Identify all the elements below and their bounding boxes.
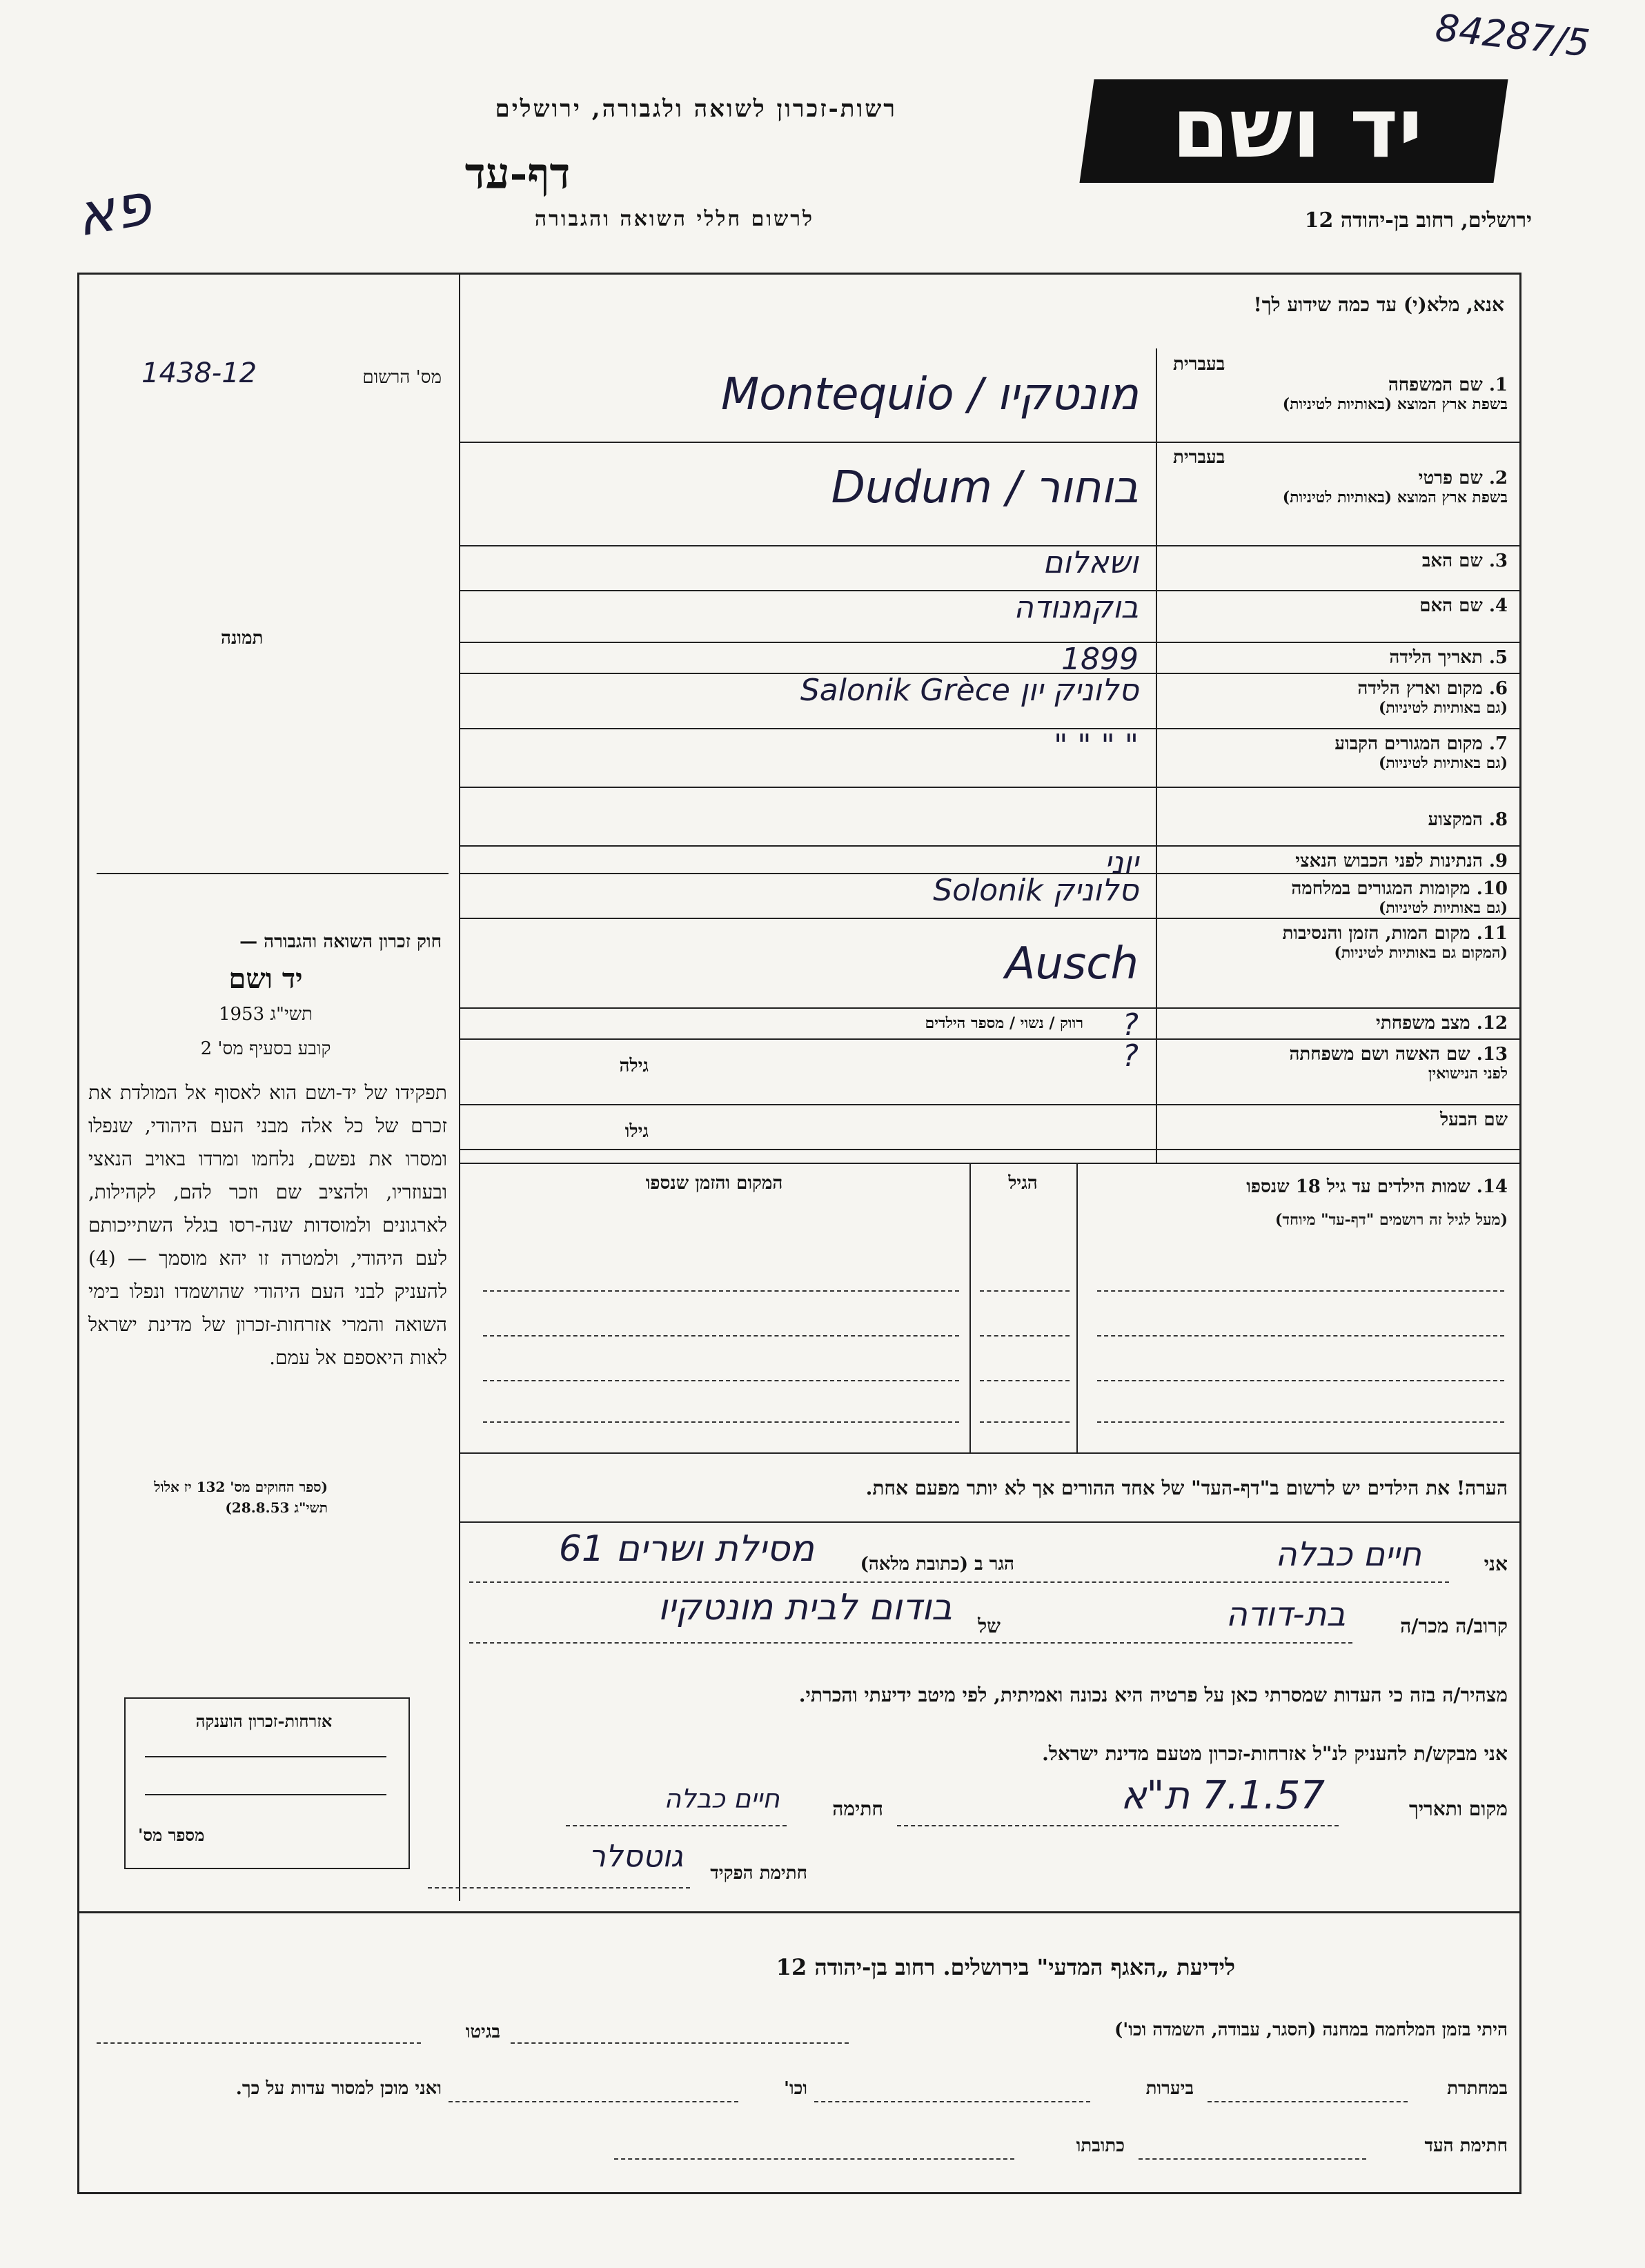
children-row-line bbox=[980, 1290, 1070, 1292]
sidebar-divider bbox=[459, 273, 460, 1901]
children-row-line bbox=[483, 1380, 959, 1381]
decl-signature-value[interactable]: חיים כבלה bbox=[664, 1784, 780, 1814]
age-label: גילו bbox=[624, 1121, 649, 1142]
field-title bbox=[1166, 1013, 1508, 1034]
field-title bbox=[1166, 595, 1508, 616]
handwritten-reference: 84287/5 bbox=[1433, 6, 1593, 66]
footer-title: לידיעת „האגף המדעי" בירושלים. רחוב בן-יהודה 12 bbox=[776, 1954, 1235, 1980]
footer-line2-d: ואני מוכן למסור עדות על כך. bbox=[235, 2078, 442, 2099]
field-label bbox=[1166, 733, 1508, 772]
field-title bbox=[1166, 551, 1508, 571]
field-title bbox=[1166, 375, 1508, 395]
field-value[interactable]: " " " " bbox=[1054, 728, 1139, 763]
children-row-line bbox=[483, 1421, 959, 1423]
children-row-line bbox=[980, 1335, 1070, 1337]
field-label bbox=[1166, 551, 1508, 571]
field-title-text: שם האשה ושם משפחתה bbox=[1289, 1044, 1470, 1065]
field-value[interactable]: Salonik Grèce סלוניק יון bbox=[800, 673, 1139, 708]
field-label bbox=[1166, 923, 1508, 962]
decl-clerk-value[interactable]: גוטסלר bbox=[588, 1839, 683, 1874]
decl-place-date-label: מקום ותאריך bbox=[1408, 1797, 1508, 1820]
label-divider bbox=[1156, 348, 1157, 1163]
field-value[interactable]: ושאלום bbox=[1043, 545, 1139, 580]
field-label bbox=[1166, 354, 1508, 413]
field-number: 13. bbox=[1476, 1044, 1508, 1065]
memorial-box-line bbox=[145, 1794, 386, 1795]
field-number: 9. bbox=[1488, 851, 1508, 871]
field-value[interactable]: Ausch bbox=[1005, 938, 1139, 989]
field-title bbox=[1166, 678, 1508, 699]
note-text: הערה! את הילדים יש לרשום ב"דף-העד" של אחד ההורים אך לא יותר מפעם אחת. bbox=[865, 1477, 1508, 1499]
children-row-line bbox=[1097, 1421, 1504, 1423]
decl-signature-label: חתימה bbox=[832, 1797, 883, 1820]
field-label bbox=[1166, 1110, 1508, 1130]
decl-statement: מצהיר/ה בזה כי העדות שמסרתי כאן על פרטיה היא נכונה ואמיתית, לפי מיטב ידיעתי והכרתי. bbox=[798, 1684, 1508, 1706]
footer-line bbox=[511, 2042, 849, 2044]
handwritten-mark: פא bbox=[70, 170, 157, 250]
law-year: תשי"ג 1953 bbox=[218, 1004, 313, 1025]
decl-i-label: אני bbox=[1484, 1552, 1508, 1575]
field-title-text: מקום המגורים הקבוע bbox=[1334, 733, 1483, 754]
field-number: 7. bbox=[1488, 733, 1508, 754]
decl-request: אני מבקש/ת להעניק לנ"ל אזרחות-זכרון מטעם מדינת ישראל. bbox=[1042, 1742, 1508, 1765]
footer-top bbox=[77, 1911, 1521, 1913]
footer-line3-b: כתובתו bbox=[1076, 2136, 1125, 2156]
footer-line2-b: ביערות bbox=[1145, 2078, 1194, 2099]
field-row-line bbox=[459, 918, 1521, 919]
field-hebrew-note: בעברית bbox=[1173, 447, 1225, 468]
footer-line1-b: בגיטו bbox=[465, 2022, 500, 2042]
decl-relative-label: קרוב/ה מכר/ה bbox=[1400, 1615, 1508, 1637]
registration-number: 1438-12 bbox=[141, 357, 257, 389]
field-number: 5. bbox=[1488, 647, 1508, 668]
memorial-box-line bbox=[145, 1756, 386, 1757]
children-row-line bbox=[483, 1335, 959, 1337]
children-age-header: הגיל bbox=[1008, 1173, 1038, 1194]
field-value[interactable]: יוני bbox=[1104, 845, 1139, 880]
footer-line bbox=[814, 2101, 1090, 2102]
field-title-text: שם הבעל bbox=[1439, 1110, 1508, 1130]
field-label bbox=[1166, 851, 1508, 871]
field-title-text: תאריך הלידה bbox=[1389, 647, 1483, 668]
field-subtitle: (גם באותיות לטיניות) bbox=[1378, 899, 1508, 917]
field-label bbox=[1166, 447, 1508, 506]
memorial-box-number: מספר מס' bbox=[138, 1825, 205, 1845]
field-subtitle: (גם באותיות לטיניות) bbox=[1378, 699, 1508, 717]
field-number: 4. bbox=[1488, 595, 1508, 616]
children-row-line bbox=[483, 1290, 959, 1292]
field-title-text: שם האב bbox=[1421, 551, 1483, 571]
field-value[interactable]: Solonik סלוניק bbox=[933, 873, 1139, 908]
field-subtitle: (גם באותיות לטיניות) bbox=[1378, 754, 1508, 772]
footer-line bbox=[614, 2158, 1014, 2160]
decl-line bbox=[469, 1581, 1449, 1583]
footer-line3-a: חתימת העד bbox=[1424, 2136, 1508, 2156]
field-title bbox=[1166, 923, 1508, 944]
marital-options: רווק / נשוי / מספר הילדים bbox=[925, 1014, 1083, 1032]
children-row-line bbox=[980, 1421, 1070, 1423]
decl-i-value[interactable]: חיים כבלה bbox=[1275, 1535, 1421, 1574]
form-title: דף-עד bbox=[464, 148, 571, 199]
children-row-line bbox=[1097, 1335, 1504, 1337]
note-top bbox=[459, 1452, 1521, 1454]
age-label: גילה bbox=[619, 1056, 649, 1076]
footer-line1-a: היתי בזמן המלחמה במחנה (הסגר, עבודה, השמדה וכו') bbox=[1114, 2020, 1508, 2040]
children-title-num: 14. bbox=[1476, 1176, 1508, 1197]
children-table-top bbox=[459, 1163, 1521, 1164]
footer-line bbox=[449, 2101, 738, 2102]
children-row-line bbox=[1097, 1290, 1504, 1292]
field-title-text: שם המשפחה bbox=[1388, 375, 1483, 395]
field-title-text: שם האם bbox=[1419, 595, 1483, 616]
decl-clerk-label: חתימת הפקיד bbox=[710, 1863, 807, 1884]
field-title bbox=[1166, 809, 1508, 830]
footer-line2-c: וכו' bbox=[784, 2078, 807, 2099]
field-row-line bbox=[459, 787, 1521, 788]
children-title-text: שמות הילדים עד גיל 18 שנספו bbox=[1246, 1176, 1470, 1197]
children-title bbox=[1087, 1176, 1508, 1197]
field-label bbox=[1166, 1044, 1508, 1083]
children-col-divider bbox=[1076, 1163, 1078, 1452]
field-label bbox=[1166, 878, 1508, 917]
field-subtitle: בשפת ארץ המוצא (באותיות לטיניות) bbox=[1282, 395, 1508, 413]
field-row-line bbox=[459, 1104, 1521, 1105]
children-row-line bbox=[980, 1380, 1070, 1381]
field-label bbox=[1166, 1013, 1508, 1034]
decl-line bbox=[566, 1825, 787, 1826]
law-clause: קובע בסעיף מס' 2 bbox=[200, 1038, 331, 1059]
registration-label: מס' הרשום bbox=[362, 367, 442, 388]
footer-line2-a: במחתרת bbox=[1447, 2078, 1508, 2099]
field-title bbox=[1166, 647, 1508, 668]
field-value[interactable]: Dudum / בוחור bbox=[831, 462, 1139, 513]
children-place-header: המקום והזמן שנספו bbox=[645, 1173, 783, 1194]
field-label bbox=[1166, 647, 1508, 668]
decl-of-value[interactable]: בודום לבית מונטקיו bbox=[658, 1587, 952, 1628]
field-label bbox=[1166, 809, 1508, 830]
decl-of-label: של bbox=[978, 1615, 1001, 1637]
memorial-box-title: אזרחות-זכרון הוענקה bbox=[195, 1711, 333, 1731]
field-number: 1. bbox=[1488, 375, 1508, 395]
children-subtitle: (מעל לגיל זה רושמים "דף-עד" מיוחד) bbox=[1275, 1211, 1508, 1229]
field-subtitle: (המקום גם באותיות לטיניות) bbox=[1334, 944, 1508, 962]
decl-line bbox=[897, 1825, 1339, 1826]
photo-label: תמונה bbox=[221, 628, 264, 649]
decl-resides-label: הגר ב (כתובת מלאה) bbox=[860, 1554, 1014, 1575]
field-row-line bbox=[459, 1149, 1521, 1150]
logo-text: יד ושם bbox=[1172, 81, 1423, 177]
field-hebrew-note: בעברית bbox=[1173, 354, 1225, 375]
field-value[interactable]: 1899 bbox=[1061, 642, 1139, 677]
field-title-text: מקומות המגורים במלחמה bbox=[1291, 878, 1470, 899]
field-number: 3. bbox=[1488, 551, 1508, 571]
decl-place-date-value[interactable]: 7.1.57 ת"א bbox=[1121, 1773, 1325, 1818]
field-title-text: מקום וארץ הלידה bbox=[1357, 678, 1483, 699]
field-title bbox=[1166, 851, 1508, 871]
field-value[interactable]: ? bbox=[1122, 1038, 1139, 1074]
form-subtitle: לרשום חללי השואה והגבורה bbox=[534, 207, 814, 231]
field-number: 8. bbox=[1488, 809, 1508, 830]
field-title bbox=[1166, 878, 1508, 899]
decl-resides-value[interactable]: מסילת ושרים 61 bbox=[558, 1528, 814, 1570]
field-number: 2. bbox=[1488, 468, 1508, 489]
footer-line bbox=[1139, 2158, 1366, 2160]
children-col-divider bbox=[969, 1163, 971, 1452]
field-number: 12. bbox=[1476, 1013, 1508, 1034]
sidebar-rule bbox=[97, 873, 449, 874]
field-title-text: הנתינות לפני הכבוש הנאצי bbox=[1295, 851, 1483, 871]
law-text: תפקידו של יד-ושם הוא לאסוף אל המולדת את זכרם של כל אלה מבני העם היהודי, שנפלו ומסרו את נפשם, נלחמו ומרדו באויב הנאצי ובעוזריו, ולהציב שם וזכר להם, לקהילות, לארגונים ולמוסדות שנה-רסו בגלל השתייכותם לעם היהודי, ולמטרה זו יהא מוסמך — (4) להעניק לבני העם היהודי שהושמדו ונפלו בימי השואה והמרי אזרחות-זכרון של מדינת ישראל לאות היאספם אל עמם. bbox=[88, 1081, 447, 1369]
field-label bbox=[1166, 595, 1508, 616]
field-title-text: שם פרטי bbox=[1418, 468, 1483, 489]
field-title bbox=[1166, 1044, 1508, 1065]
field-number: 6. bbox=[1488, 678, 1508, 699]
field-row-line bbox=[459, 442, 1521, 443]
field-title-text: מקום המות, הזמן והנסיבות bbox=[1282, 923, 1470, 944]
footer-line bbox=[97, 2042, 421, 2044]
field-title-text: מצב משפחתי bbox=[1376, 1013, 1470, 1034]
field-subtitle: לפני הנישואין bbox=[1428, 1065, 1508, 1083]
law-source: (ספר החוקים מס' 132 יז אלול תשי"ג 28.8.53) bbox=[154, 1479, 328, 1516]
decl-relative-value[interactable]: בת-דודה bbox=[1225, 1595, 1346, 1634]
field-value[interactable]: ? bbox=[1122, 1007, 1139, 1043]
decl-line bbox=[428, 1887, 690, 1889]
org-line: רשות-זכרון לשואה ולגבורה, ירושלים bbox=[495, 95, 897, 123]
footer-line bbox=[1208, 2101, 1408, 2102]
field-title bbox=[1166, 1110, 1508, 1130]
note-bottom bbox=[459, 1521, 1521, 1523]
law-title: חוק זכרון השואה והגבורה — bbox=[239, 931, 442, 952]
field-title-text: המקצוע bbox=[1428, 809, 1483, 830]
field-value[interactable]: Montequio / מונטקיו bbox=[721, 369, 1139, 420]
field-title bbox=[1166, 468, 1508, 489]
field-title bbox=[1166, 733, 1508, 754]
field-label bbox=[1166, 678, 1508, 717]
address: ירושלים, רחוב בן-יהודה 12 bbox=[1304, 208, 1532, 233]
field-number: 10. bbox=[1476, 878, 1508, 899]
field-value[interactable]: בוקמנודה bbox=[1014, 590, 1139, 625]
intro-text: אנא, מלא(י) עד כמה שידוע לך! bbox=[1253, 293, 1504, 316]
children-row-line bbox=[1097, 1380, 1504, 1381]
law-name: יד ושם bbox=[228, 963, 303, 995]
decl-line bbox=[469, 1642, 1352, 1644]
field-subtitle: בשפת ארץ המוצא (באותיות לטיניות) bbox=[1282, 489, 1508, 506]
field-number: 11. bbox=[1476, 923, 1508, 944]
